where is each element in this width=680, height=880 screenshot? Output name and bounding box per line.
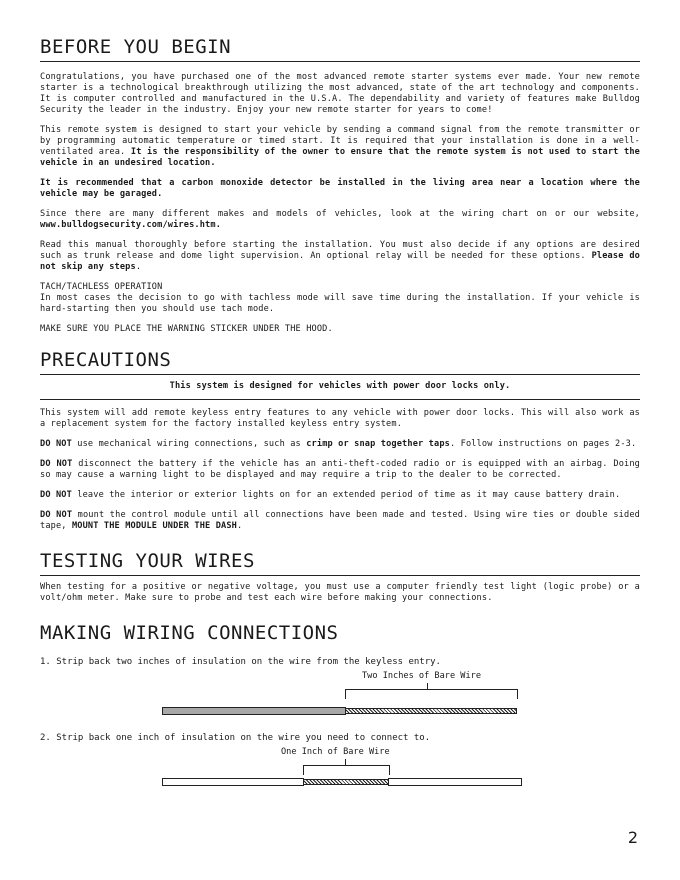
co-detector-warning: It is recommended that a carbon monoxide detector be installed in the living area near a location where the vehicle may be garaged. (40, 178, 640, 199)
bare-wire-segment-2 (303, 779, 389, 785)
step-1: 1. Strip back two inches of insulation on the wire from the keyless entry. (40, 657, 441, 667)
precautions-subtitle: This system is designed for vehicles with power door locks only. (169, 381, 511, 391)
tach-paragraph: TACH/TACHLESS OPERATION In most cases the decision to go with tachless mode will save time during the installation. If your vehicle is hard-starting then you should use tach mode. (40, 282, 640, 314)
precaution-lights: DO NOT leave the interior or exterior lights on for an extended period of time as it may cause battery drain. (40, 490, 621, 500)
precaution-battery: DO NOT disconnect the battery if the vehicle has an anti-theft-coded radio or is equipped with an airbag. Doing so may cause a warning light to be displayed and may require a trip to the dealer to be corrected. (40, 459, 640, 480)
website-link[interactable]: www.bulldogsecurity.com/wires.htm. (40, 220, 222, 230)
insulated-wire-left (162, 778, 304, 786)
diagram-two-inch-strip (40, 671, 640, 723)
section-title-wiring: MAKING WIRING CONNECTIONS (40, 622, 339, 644)
insulated-wire-right (388, 778, 522, 786)
tach-heading: TACH/TACHLESS OPERATION (40, 282, 163, 292)
warning-sticker-note: MAKE SURE YOU PLACE THE WARNING STICKER UNDER THE HOOD. (40, 324, 333, 334)
wiring-chart-paragraph: Since there are many different makes and models of vehicles, look at the wiring chart on or our website, www.bulldogsecurity.com/wires.htm. (40, 209, 640, 230)
section-title-testing: TESTING YOUR WIRES (40, 550, 640, 576)
page-number: 2 (627, 828, 638, 847)
section-title-precautions: PRECAUTIONS (40, 349, 640, 375)
precautions-intro: This system will add remote keyless entry features to any vehicle with power door locks. This will also work as a replacement system for the factory installed keyless entry system. (40, 399, 640, 430)
bare-wire-segment (345, 708, 517, 714)
bare-wire-bracket-2 (303, 765, 390, 775)
insulated-wire-gray (162, 707, 346, 715)
precaution-mount: DO NOT mount the control module until all connections have been made and tested. Using wire ties or double sided tape, MOUNT THE MODULE UNDER THE DASH. (40, 510, 640, 531)
diagram-one-inch-strip (40, 747, 640, 799)
manual-page (40, 36, 640, 799)
step-2: 2. Strip back one inch of insulation on the wire you need to connect to. (40, 733, 431, 743)
precaution-taps: DO NOT use mechanical wiring connections, such as crimp or snap together taps. Follow instructions on pages 2-3. (40, 439, 637, 449)
intro-paragraph: Congratulations, you have purchased one of the most advanced remote starter systems ever made. Your new remote starter is a technological breakthrough utilizing the most advanced, state of the art technology and components. It is computer controlled and manufactured in the U.S.A. The dependability and variety of features make Bulldog Security the leader in the industry. Enjoy your new remote starter for years to come! (40, 72, 640, 115)
section-title-before-you-begin: BEFORE YOU BEGIN (40, 36, 640, 62)
label-one-inch: One Inch of Bare Wire (281, 747, 390, 757)
read-manual-paragraph: Read this manual thoroughly before starting the installation. You must also decide if any options are desired such as trunk release and dome light supervision. An optional relay will be needed for these options. Please do not skip any steps. (40, 240, 640, 272)
remote-system-paragraph: This remote system is designed to start your vehicle by sending a command signal from the remote transmitter or by programming automatic temperature or timed start. It is required that your installation is done in a well-ventilated area. It is the responsibility of the owner to ensure that the remote system is not used to start the vehicle in an undesired location. (40, 125, 640, 168)
testing-paragraph: When testing for a positive or negative voltage, you must use a computer friendly test light (logic probe) or a volt/ohm meter. Make sure to probe and test each wire before making your connections. (40, 582, 640, 603)
bare-wire-bracket (345, 689, 518, 699)
label-two-inches: Two Inches of Bare Wire (362, 671, 481, 681)
